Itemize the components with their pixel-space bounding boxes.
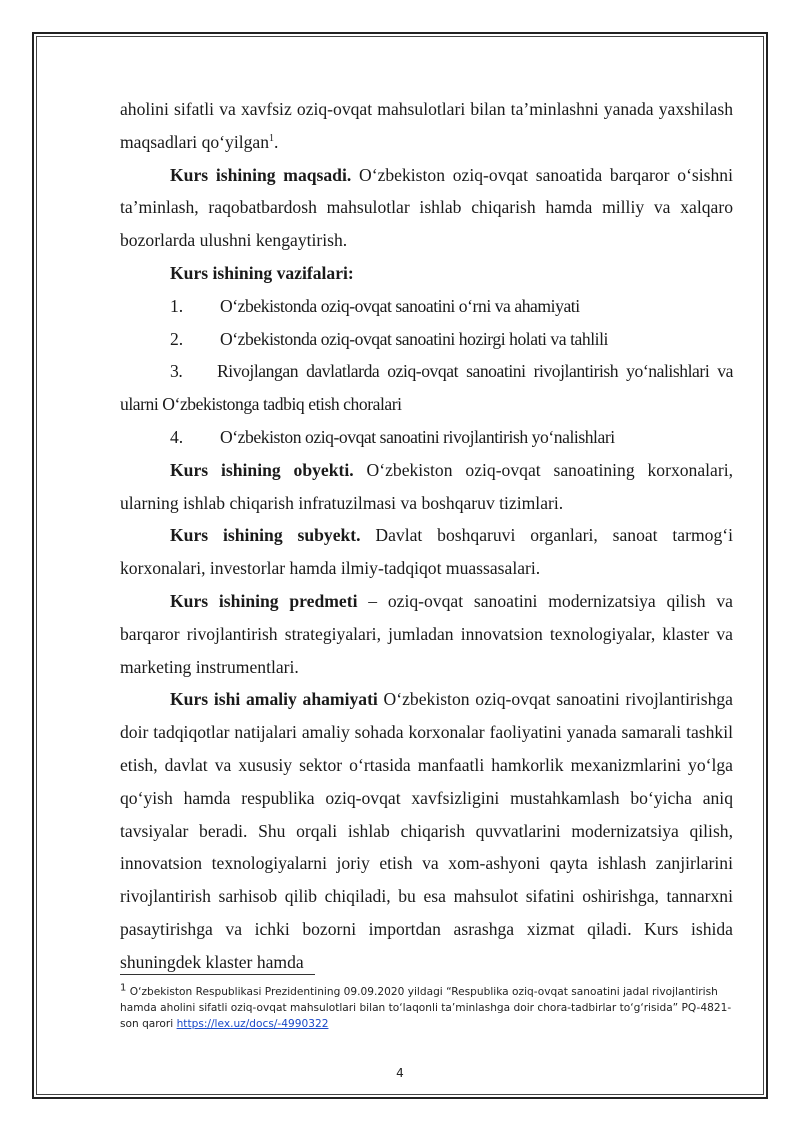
task-item — [120, 421, 733, 454]
footnote-text: O‘zbekiston Respublikasi Prezidentining 09.09.2020 yildagi “Respublika oziq-ovqat sanoatini jadal rivojlantirish hamda aholini sifatli oziq-ovqat mahsulotlari bilan to‘laqonli ta’minlashga doir chora-tadbirlar to‘g‘risida” PQ-4821-son qarori — [120, 986, 732, 1030]
footnote-ref[interactable]: 1 — [269, 132, 275, 144]
task-item — [120, 290, 733, 323]
task-text: O‘zbekistonda oziq-ovqat sanoatini hozirgi holati va tahlili — [220, 328, 608, 349]
intro-paragraph — [120, 93, 733, 159]
task-number: 4. — [170, 426, 184, 447]
intro-text: aholini sifatli va xavfsiz oziq-ovqat mahsulotlari bilan ta’minlashni yanada yaxshilash maqsadlari qo‘yilgan — [120, 99, 733, 152]
page-number: 4 — [396, 1066, 404, 1080]
footnote-link[interactable]: https://lex.uz/docs/-4990322 — [176, 1018, 329, 1030]
subyekt-text: Davlat boshqaruvi organlari, sanoat tarmog‘i korxonalari, investorlar hamda ilmiy-tadqiqot muassasalari. — [120, 525, 734, 579]
predmet-paragraph — [120, 585, 733, 683]
amaliy-paragraph — [120, 683, 733, 978]
task-text: Rivojlangan davlatlarda oziq-ovqat sanoatini rivojlantirish yo‘nalishlari va ularni O‘zbekistonga tadbiq etish choralari — [120, 361, 733, 415]
document-body — [120, 93, 733, 979]
footnote-separator — [120, 974, 315, 975]
obyekt-label: Kurs ishining obyekti. — [170, 459, 354, 480]
task-number: 3. — [170, 361, 183, 382]
amaliy-text: O‘zbekiston oziq-ovqat sanoatini rivojlantirishga doir tadqiqotlar natijalari amaliy sohada korxonalar faoliyatini yanada samarali tashkil etish, davlat va xususiy sektor o‘rtasida manfaatli hamkorlik mexanizmlarini yo‘lga qo‘yish hamda respublika oziq-ovqat xavfsizligini mustahkamlash bo‘yicha aniq tavsiyalar beradi. Shu orqali ishlab chiqarish quvvatlarini modernizatsiya qilish, innovatsion texnologiyalarni joriy etish va xom-ashyoni qayta ishlash zanjirlarini rivojlantirish sarhisob qilib chiqiladi, bu esa mahsulot sifatini oshirishga, tannarxni pasaytirishga va ichki bozorni importdan asrashga xizmat qiladi. Kurs ishida shuningdek klaster hamda — [120, 689, 733, 972]
vazifa-label: Kurs ishining vazifalari: — [170, 262, 354, 283]
task-number: 2. — [170, 328, 184, 349]
amaliy-label: Kurs ishi amaliy ahamiyati — [170, 689, 378, 710]
vazifa-heading — [120, 257, 733, 290]
footnote — [120, 984, 735, 1032]
subyekt-paragraph — [120, 519, 733, 585]
intro-end: . — [274, 131, 279, 152]
predmet-text: – oziq-ovqat sanoatini modernizatsiya qilish va barqaror rivojlantirish strategiyalari, jumladan innovatsion texnologiyalar, klaster va marketing instrumentlari. — [120, 590, 733, 677]
task-text: O‘zbekistonda oziq-ovqat sanoatini o‘rni va ahamiyati — [220, 295, 580, 316]
maqsad-paragraph — [120, 159, 733, 257]
footnote-mark: 1 — [120, 982, 127, 994]
subyekt-label: Kurs ishining subyekt. — [170, 525, 361, 546]
maqsad-label: Kurs ishining maqsadi. — [170, 164, 352, 185]
maqsad-text: O‘zbekiston oziq-ovqat sanoatida barqaror o‘sishni ta’minlash, raqobatbardosh mahsulotlar ishlab chiqarish hamda milliy va xalqaro bozorlarda ulushni kengaytirish. — [120, 164, 733, 251]
obyekt-text: O‘zbekiston oziq-ovqat sanoatining korxonalari, ularning ishlab chiqarish infratuzilmasi va boshqaruv tizimlari. — [120, 459, 733, 513]
task-item — [120, 323, 733, 356]
task-number: 1. — [170, 295, 184, 316]
predmet-label: Kurs ishining predmeti — [170, 590, 358, 611]
task-item — [120, 355, 733, 421]
obyekt-paragraph — [120, 454, 733, 520]
task-text: O‘zbekiston oziq-ovqat sanoatini rivojlantirish yo‘nalishlari — [220, 426, 615, 447]
